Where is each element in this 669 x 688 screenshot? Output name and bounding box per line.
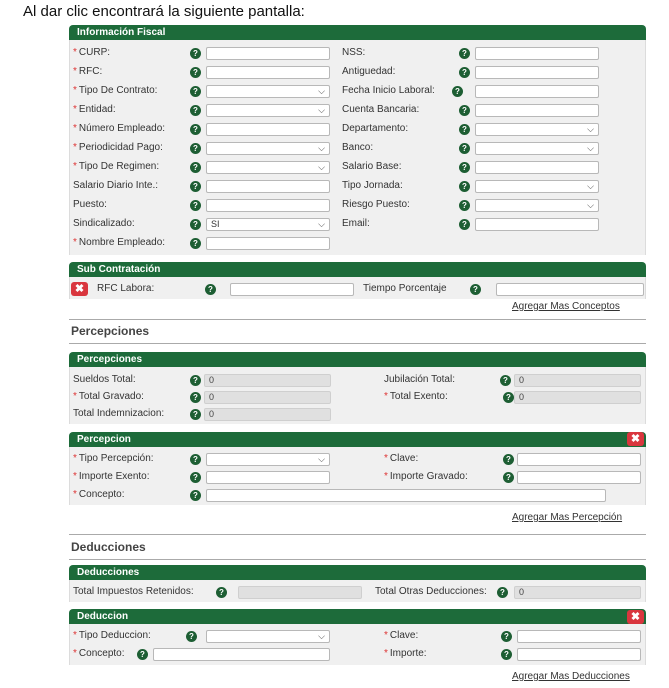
chevron-down-icon: ⌵	[318, 105, 325, 115]
sueldos-total-value: 0	[204, 374, 331, 387]
chevron-down-icon: ⌵	[587, 124, 594, 134]
percepcion-title: Percepcion	[77, 434, 131, 445]
total-exento-text: Total Exento:	[389, 391, 448, 402]
total-impuestos-value	[238, 586, 362, 599]
nss-label: NSS:	[342, 47, 366, 58]
tipo-de-contrato-label: * Tipo De Contrato:	[73, 85, 158, 96]
total-otras-deducciones-label: Total Otras Deducciones:	[375, 586, 487, 597]
tipo-de-contrato-select[interactable]	[206, 85, 330, 98]
clave-deduccion-input[interactable]	[517, 630, 641, 643]
clave-deduccion-text: Clave:	[389, 630, 419, 641]
departamento-help-icon[interactable]: ?	[459, 124, 470, 135]
rfc-input[interactable]	[206, 66, 330, 79]
rfc-help-icon[interactable]: ?	[190, 67, 201, 78]
email-input[interactable]	[475, 218, 599, 231]
tiempo-porcentaje-help-icon[interactable]: ?	[470, 284, 481, 295]
departamento-select[interactable]	[475, 123, 599, 136]
page-caption: Al dar clic encontrará la siguiente pantalla:	[23, 3, 305, 20]
periodicidad-pago-help-icon[interactable]: ?	[190, 143, 201, 154]
banco-help-icon[interactable]: ?	[459, 143, 470, 154]
curp-input[interactable]	[206, 47, 330, 60]
banco-label: Banco:	[342, 142, 374, 153]
curp-label: * CURP:	[73, 47, 111, 58]
total-gravado-help-icon[interactable]: ?	[190, 392, 201, 403]
riesgo-puesto-help-icon[interactable]: ?	[459, 200, 470, 211]
numero-empleado-input[interactable]	[206, 123, 330, 136]
total-exento-help-icon[interactable]: ?	[503, 392, 514, 403]
tipo-percepcion-label: * Tipo Percepción:	[73, 453, 154, 464]
info-fiscal-header	[69, 25, 646, 40]
entidad-text: Entidad:	[78, 104, 116, 115]
numero-empleado-help-icon[interactable]: ?	[190, 124, 201, 135]
sindicalizado-help-icon[interactable]: ?	[190, 219, 201, 230]
total-exento-label: * Total Exento:	[384, 391, 448, 402]
remove-subcontratacion-button[interactable]: ✖	[71, 282, 88, 296]
total-impuestos-help-icon[interactable]: ?	[216, 587, 227, 598]
sindicalizado-select[interactable]	[206, 218, 330, 231]
importe-deduccion-label: * Importe:	[384, 648, 427, 659]
clave-percepcion-input[interactable]	[517, 453, 641, 466]
tipo-de-regimen-select[interactable]	[206, 161, 330, 174]
fecha-inicio-laboral-label: Fecha Inicio Laboral:	[342, 85, 435, 96]
puesto-label	[73, 199, 107, 210]
importe-exento-help-icon[interactable]: ?	[190, 472, 201, 483]
concepto-deduccion-label: * Concepto:	[73, 648, 125, 659]
total-gravado-label: * Total Gravado:	[73, 391, 144, 402]
entidad-label: * Entidad:	[73, 104, 116, 115]
percepciones-heading: Percepciones	[71, 324, 150, 338]
total-otras-deducciones-value: 0	[514, 586, 641, 599]
total-gravado-text: Total Gravado:	[78, 391, 144, 402]
salario-diario-inte-text: Salario Diario Inte.:	[73, 180, 159, 191]
chevron-down-icon: ⌵	[318, 143, 325, 153]
importe-gravado-text: Importe Gravado:	[389, 471, 468, 482]
info-fiscal-title: Información Fiscal	[77, 27, 166, 38]
percepciones-divider-top	[69, 319, 646, 320]
importe-gravado-help-icon[interactable]: ?	[503, 472, 514, 483]
tipo-de-contrato-text: Tipo De Contrato:	[78, 85, 158, 96]
cuenta-bancaria-help-icon[interactable]: ?	[459, 105, 470, 116]
agregar-percepcion-link[interactable]: Agregar Mas Percepción	[512, 512, 623, 523]
tipo-de-regimen-label: * Tipo De Regimen:	[73, 161, 160, 172]
departamento-label: Departamento:	[342, 123, 409, 134]
rfc-text: RFC:	[78, 66, 103, 77]
deducciones-divider-bottom	[69, 559, 646, 560]
concepto-deduccion-help-icon[interactable]: ?	[137, 649, 148, 660]
tipo-de-regimen-help-icon[interactable]: ?	[190, 162, 201, 173]
nombre-empleado-label: * Nombre Empleado:	[73, 237, 166, 248]
puesto-input[interactable]	[206, 199, 330, 212]
rfc-label: * RFC:	[73, 66, 103, 77]
percepciones-title: Percepciones	[77, 354, 143, 365]
deducciones-title: Deducciones	[77, 567, 140, 578]
concepto-percepcion-input[interactable]	[206, 489, 606, 502]
chevron-down-icon: ⌵	[318, 86, 325, 96]
tipo-de-contrato-help-icon[interactable]: ?	[190, 86, 201, 97]
nombre-empleado-help-icon[interactable]: ?	[190, 238, 201, 249]
nombre-empleado-input[interactable]	[206, 237, 330, 250]
salario-diario-inte-input[interactable]	[206, 180, 330, 193]
periodicidad-pago-text: Periodicidad Pago:	[78, 142, 163, 153]
chevron-down-icon: ⌵	[587, 200, 594, 210]
numero-empleado-label: * Número Empleado:	[73, 123, 166, 134]
tipo-jornada-select[interactable]	[475, 180, 599, 193]
jubilacion-total-help-icon[interactable]: ?	[500, 375, 511, 386]
puesto-help-icon[interactable]: ?	[190, 200, 201, 211]
periodicidad-pago-select[interactable]	[206, 142, 330, 155]
total-indemnizacion-help-icon[interactable]: ?	[190, 409, 201, 420]
deduccion-header	[69, 609, 646, 624]
rfc-labora-label: RFC Labora:	[97, 283, 155, 294]
deducciones-header	[69, 565, 646, 580]
puesto-text: Puesto:	[73, 199, 107, 210]
riesgo-puesto-select[interactable]	[475, 199, 599, 212]
tipo-deduccion-help-icon[interactable]: ?	[186, 631, 197, 642]
chevron-down-icon: ⌵	[318, 454, 325, 464]
concepto-deduccion-text: Concepto:	[78, 648, 125, 659]
salario-diario-inte-help-icon[interactable]: ?	[190, 181, 201, 192]
tiempo-porcentaje-input[interactable]	[496, 283, 644, 296]
fecha-inicio-laboral-input[interactable]	[475, 85, 599, 98]
sub-contratacion-title: Sub Contratación	[77, 264, 161, 275]
deduccion-title: Deduccion	[77, 611, 129, 622]
deducciones-divider-top	[69, 534, 646, 535]
concepto-percepcion-label: * Concepto:	[73, 489, 125, 500]
email-help-icon[interactable]: ?	[459, 219, 470, 230]
riesgo-puesto-label: Riesgo Puesto:	[342, 199, 410, 210]
tipo-percepcion-text: Tipo Percepción:	[78, 453, 154, 464]
sueldos-total-label: Sueldos Total:	[73, 374, 136, 385]
importe-exento-label: * Importe Exento:	[73, 471, 150, 482]
total-gravado-value: 0	[204, 391, 331, 404]
total-indemnizacion-value: 0	[204, 408, 331, 421]
importe-deduccion-input[interactable]	[517, 648, 641, 661]
tiempo-porcentaje-label: Tiempo Porcentaje	[363, 283, 447, 294]
periodicidad-pago-label: * Periodicidad Pago:	[73, 142, 163, 153]
percepciones-divider-bottom	[69, 343, 646, 344]
total-impuestos-label: Total Impuestos Retenidos:	[73, 586, 194, 597]
tipo-percepcion-help-icon[interactable]: ?	[190, 454, 201, 465]
clave-percepcion-label: * Clave:	[384, 453, 419, 464]
remove-deduccion-button[interactable]: ✖	[627, 610, 644, 624]
antiguedad-help-icon[interactable]: ?	[459, 67, 470, 78]
curp-text: CURP:	[78, 47, 111, 58]
importe-gravado-label: * Importe Gravado:	[384, 471, 468, 482]
chevron-down-icon: ⌵	[318, 162, 325, 172]
jubilacion-total-label: Jubilación Total:	[384, 374, 455, 385]
importe-gravado-input[interactable]	[517, 471, 641, 484]
entidad-help-icon[interactable]: ?	[190, 105, 201, 116]
deducciones-heading: Deducciones	[71, 540, 146, 554]
clave-deduccion-label: * Clave:	[384, 630, 419, 641]
clave-percepcion-text: Clave:	[389, 453, 419, 464]
total-exento-value: 0	[514, 391, 641, 404]
salario-base-help-icon[interactable]: ?	[459, 162, 470, 173]
rfc-labora-input[interactable]	[230, 283, 354, 296]
sindicalizado-label	[73, 218, 135, 229]
concepto-percepcion-text: Concepto:	[78, 489, 125, 500]
cuenta-bancaria-label: Cuenta Bancaria:	[342, 104, 420, 115]
percepciones-header	[69, 352, 646, 367]
salario-base-label: Salario Base:	[342, 161, 402, 172]
importe-exento-input[interactable]	[206, 471, 330, 484]
tipo-de-regimen-text: Tipo De Regimen:	[78, 161, 160, 172]
clave-percepcion-help-icon[interactable]: ?	[503, 454, 514, 465]
tipo-deduccion-text: Tipo Deduccion:	[78, 630, 151, 641]
total-indemnizacion-label: Total Indemnizacion:	[73, 408, 165, 419]
concepto-percepcion-help-icon[interactable]: ?	[190, 490, 201, 501]
agregar-conceptos-link[interactable]: Agregar Mas Conceptos	[512, 301, 620, 312]
sindicalizado-selected-value: SI	[211, 219, 220, 229]
sueldos-total-help-icon[interactable]: ?	[190, 375, 201, 386]
salario-diario-inte-label	[73, 180, 158, 191]
entidad-select[interactable]	[206, 104, 330, 117]
jubilacion-total-value: 0	[514, 374, 641, 387]
nss-help-icon[interactable]: ?	[459, 48, 470, 59]
percepcion-header	[69, 432, 646, 447]
chevron-down-icon: ⌵	[587, 181, 594, 191]
curp-help-icon[interactable]: ?	[190, 48, 201, 59]
antiguedad-input[interactable]	[475, 66, 599, 79]
email-label: Email:	[342, 218, 370, 229]
tipo-deduccion-select[interactable]	[206, 630, 330, 643]
cuenta-bancaria-input[interactable]	[475, 104, 599, 117]
tipo-deduccion-label: * Tipo Deduccion:	[73, 630, 151, 641]
nss-input[interactable]	[475, 47, 599, 60]
remove-percepcion-button[interactable]: ✖	[627, 432, 644, 446]
clave-deduccion-help-icon[interactable]: ?	[501, 631, 512, 642]
salario-base-input[interactable]	[475, 161, 599, 174]
numero-empleado-text: Número Empleado:	[78, 123, 166, 134]
agregar-deducciones-link[interactable]: Agregar Mas Deducciones	[512, 671, 630, 682]
chevron-down-icon: ⌵	[318, 219, 325, 229]
importe-deduccion-help-icon[interactable]: ?	[501, 649, 512, 660]
tipo-jornada-label: Tipo Jornada:	[342, 180, 403, 191]
chevron-down-icon: ⌵	[587, 143, 594, 153]
sindicalizado-text: Sindicalizado:	[73, 218, 135, 229]
fecha-inicio-laboral-help-icon[interactable]: ?	[452, 86, 463, 97]
banco-select[interactable]	[475, 142, 599, 155]
tipo-percepcion-select[interactable]	[206, 453, 330, 466]
sub-contratacion-header	[69, 262, 646, 277]
importe-deduccion-text: Importe:	[389, 648, 427, 659]
importe-exento-text: Importe Exento:	[78, 471, 150, 482]
concepto-deduccion-input[interactable]	[153, 648, 330, 661]
total-otras-deducciones-help-icon[interactable]: ?	[497, 587, 508, 598]
antiguedad-label: Antiguedad:	[342, 66, 396, 77]
chevron-down-icon: ⌵	[318, 631, 325, 641]
nombre-empleado-text: Nombre Empleado:	[78, 237, 166, 248]
rfc-labora-help-icon[interactable]: ?	[205, 284, 216, 295]
tipo-jornada-help-icon[interactable]: ?	[459, 181, 470, 192]
